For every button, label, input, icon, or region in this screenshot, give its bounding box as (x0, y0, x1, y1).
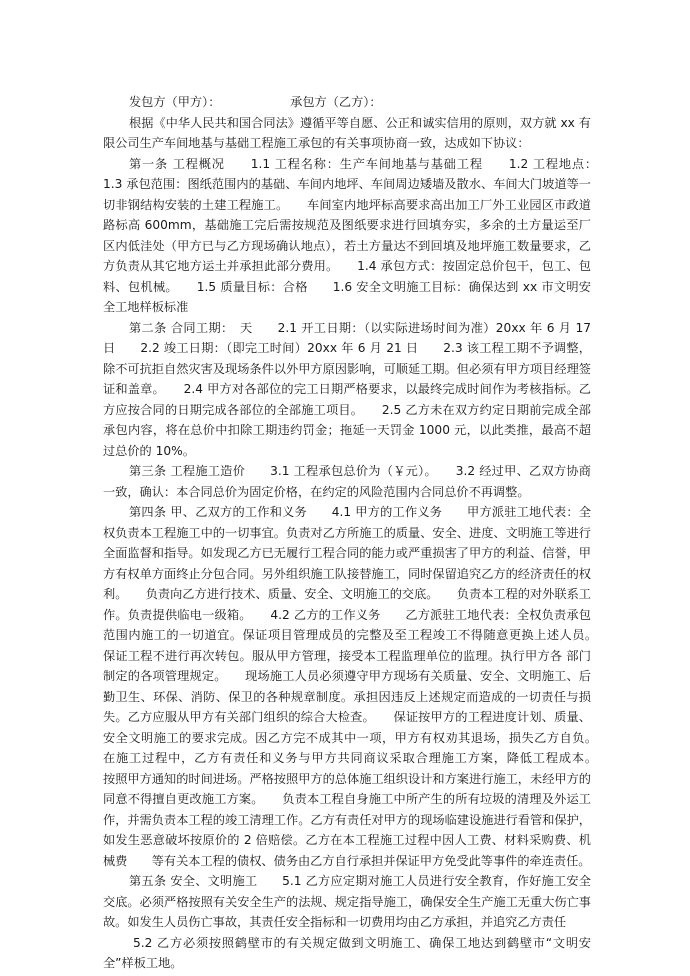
party-spacer (220, 95, 290, 109)
article-5-2-civilized-construction: 5.2 乙方必须按照鹤壁市的有关规定做到文明施工、确保工地达到鹤壁市“文明安全”样板工地。 (103, 935, 591, 970)
party-a-label: 发包方（甲方）： (129, 95, 221, 109)
party-header (103, 92, 591, 113)
intro-paragraph: 根据《中华人民共和国合同法》遵循平等自愿、公正和诚实信用的原则，双方就 xx 有限公司生产车间地基与基础工程施工承包的有关事项协商一致，达成如下协议： (103, 115, 591, 150)
article-3-construction-cost: 第三条 工程施工造价 3.1 工程承包总价为（￥元）。 3.2 经过甲、乙双方协商一致，确认：本合同总价为固定价格，在约定的风险范围内合同总价不再调整。 (103, 464, 591, 499)
article-1-project-overview: 第一条 工程概况 1.1 工程名称：生产车间地基与基础工程 1.2 工程地点： 1.3 承包范围：图纸范围内的基础、车间内地坪、车间周边矮墙及散水、车间大门坡道等一切非钢结构安装的土建工程施工。 车间室内地坪标高要求高出加工厂外工业园区市政道路标高 600mm，基础施工完后需按规范及图纸要求进行回填夯实，多余的土方量运至厂区内低洼处（甲方已与乙方现场确认地点），若土方量达不到回填及地坪施工数量要求，乙方负责从其它地方运土并承担此部分费用。 1.4 承包方式：按固定总价包干，包工、包料、包机械。 1.5 质量目标：合格 1.6 安全文明施工目标：确保达到 xx 市文明安全工地样板标准 (103, 156, 616, 314)
article-5-safety: 第五条 安全、文明施工 5.1 乙方应定期对施工人员进行安全教育，作好施工安全交底。必须严格按照有关安全生产的法规、规定指导施工，确保安全生产施工无重大伤亡事故。如发生人员伤亡事故，其责任安全指标和一切费用均由乙方承担，并追究乙方责任 (103, 874, 591, 929)
article-2-contract-period: 第二条 合同工期： 天 2.1 开工日期：（以实际进场时间为准）20xx 年 6 月 17 日 2.2 竣工日期：（即完工时间）20xx 年 6 月 21 日 2.3 该工程工期不予调整，除不可抗拒自然灾害及现场条件以外甲方原因影响，可顺延工期。但必须有甲方项目经理签证和盖章。 2.4 甲方对各部位的完工日期严格要求，以最终完成时间作为考核指标。乙方应按合同的日期完成各部位的全部施工项目。 2.5 乙方未在双方约定日期前完成全部承包内容，将在总价中扣除工期违约罚金；拖延一天罚金 1000 元，以此类推，最高不超过总价的 10%。 (103, 320, 591, 458)
party-b-label: 承包方（乙方）： (290, 95, 382, 109)
contract-document (103, 92, 616, 974)
article-4-duties: 第四条 甲、乙双方的工作和义务 4.1 甲方的工作义务 甲方派驻工地代表：全权负责本工程施工中的一切事宜。负责对乙方所施工的质量、安全、进度、文明施工等进行 全面监督和指导。如发现乙方已无履行工程合同的能力或严重损害了甲方的利益、信誉，甲方有权单方面终止分包合同。另外组织施工队接替施工，同时保留追究乙方的经济责任的权利。 负责向乙方进行技术、质量、安全、文明施工的交底。 负责本工程的对外联系工作。负责提供临电一级箱。 4.2 乙方的工作义务 乙方派驻工地代表：全权负责承包范围内施工的一切道宜。保证项目管理成员的完整及至工程竣工不得随意更换上述人员。 保证工程不进行再次转包。服从甲方管理，接受本工程监理单位的监理。执行甲方各 部门制定的各项管理规定。 现场施工人员必须遵守甲方现场有关质量、安全、文明施工、后勤卫生、环保、消防、保卫的各种规章制度。承担因违反上述规定而造成的一切责任与损失。乙方应服从甲方有关部门组织的综合大检查。 保证按甲方的工程进度计划、质量、安全文明施工的要求完成。因乙方完不成其中一项，甲方有权劝其退场，损失乙方自负。 在施工过程中，乙方有责任和义务与甲方共同商议采取合理施工方案，降低工程成本。 按照甲方通知的时间进场。严格按照甲方的总体施工组织设计和方案进行施工，未经甲方的同意不得擅自更改施工方案。 负责本工程自身施工中所产生的所有垃圾的清理及外运工作，并需负责本工程的竣工清理工作。乙方有责任对甲方的现场临建设施进行看管和保护，如发生恶意破坏按原价的 2 倍赔偿。乙方在本工程施工过程中因人工费、材料采购费、机械费 等有关本工程的债权、债务由乙方自行承担并保证甲方免受此等事件的牵连责任。 (103, 505, 616, 868)
